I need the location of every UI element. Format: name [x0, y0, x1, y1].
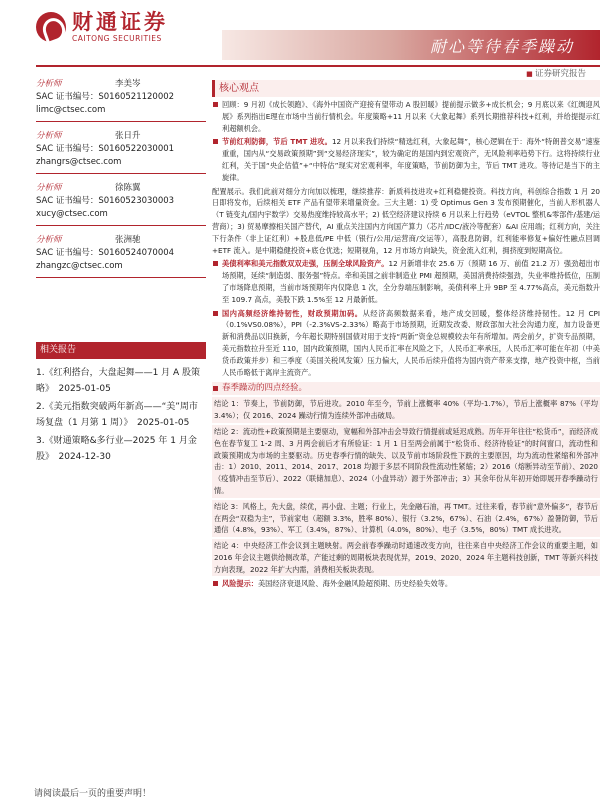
- analyst-name: 李美岑: [115, 79, 141, 89]
- spring-rally-heading: 春季躁动的四点经验。: [212, 382, 600, 395]
- sidebar: [36, 70, 206, 467]
- us-rates-text: 12 月新增非农 25.6 万（预期 16 万、前值 21.2 万）强劲超出市场预期，延续“制造弱、服务强”特点。牵和美国之前非制造业 PMI 超预期，美国消费持续强劲，失业率维持低位，压制了市场降息预期，当前市场预期年内仅降息 1 次，全分券端压制影响，美债利率上升 9BP 至 4.77%高点，美元指数升至 109.7 高点，美股下跌 1.5%至 12 月最新低。: [222, 259, 600, 304]
- analyst-sac: SAC 证书编号：S0160524070004: [36, 248, 175, 258]
- analyst-role: 分析师: [36, 235, 62, 245]
- analyst-sac: SAC 证书编号：S0160521120002: [36, 92, 175, 102]
- risk-heading: 风险提示：: [222, 579, 258, 589]
- analyst-email[interactable]: zhangrs@ctsec.com: [36, 157, 122, 167]
- caitong-logo-icon: [36, 12, 66, 42]
- analyst-name: 徐陈翼: [115, 183, 141, 193]
- divider: [36, 225, 206, 226]
- risk-text: 美国经济衰退风险、海外金融风险超预期、历史经验失效等。: [257, 579, 453, 589]
- domestic-economy-paragraph: [212, 308, 600, 379]
- domestic-economy-heading: 国内高频经济维持韧性，财政预期加码。: [222, 308, 363, 318]
- analyst-name: 张洲驰: [115, 235, 141, 245]
- analyst-block: [36, 234, 206, 278]
- analyst-block: [36, 78, 206, 122]
- analyst-sac: SAC 证书编号：S0160523030003: [36, 196, 175, 206]
- related-report-item[interactable]: 3.《财通策略&多行业—2025 年 1 月金股》 2024-12-30: [36, 436, 197, 462]
- main-content: [212, 80, 600, 590]
- analyst-block: [36, 130, 206, 174]
- review-text: 回顾：9 月初《成长领跑》、《海外中国资产迎接有望带动 A 股回暖》提前提示做多+成长机会；9 月底以来《红绸迎风展》系列指出E理在市场中当前行情机会。年度策略+11 月以来《大象起舞》系列长期推荐科技+红利，并给提提示红利超额机会。: [222, 100, 600, 133]
- us-rates-paragraph: [212, 258, 600, 305]
- domestic-economy-text: 从经济高频数据来看，地产成交回暖，整体经济维持韧性。12 月 CPI（0.1%VS0.08%），PPI（-2.3%VS-2.33%）略高于市场预期，近期发改委、财政部加大社会沟通力度，加力设备更新和消费品以旧换新，今年超长期特别国债对用于支持“两新”资金总规模较去年有所增加。两会前夕，扩资专品预期，美元指数拉升至近 110，国内政策预期，国内人民币汇率在风险之下，人民币汇率承压，人民币汇率可能在年初（中美货币政策并步）和三季度（美国关税风发策）压力偏大，人民币后续升值将为国内资产带来支撑，地产投资中枢，当前人民币略低于离岸主流资产。: [222, 308, 600, 377]
- report-title: 耐心等待春季躁动: [429, 37, 574, 56]
- conclusion-4: 结论 4：中央经济工作会议到主题映射。两会前春季躁动时通速改变方向，往往来自中央经济工作会议的重要主题，如 2016 年会议主题供给侧改革，产能过剩的周期板块表现优异，2019、2020、2024 年主题科技创新，TMT 等新兴科技方向表现，2022 年扩大内需，消费相关板块表现。: [212, 539, 600, 576]
- related-report-item[interactable]: 1.《红利搭台，大盘起舞——1 月 A 股策略》 2025-01-05: [36, 368, 201, 394]
- analyst-role: 分析师: [36, 131, 62, 141]
- company-logo: [36, 10, 168, 43]
- logo-english-name: CAITONG SECURITIES: [72, 34, 162, 43]
- divider: [36, 121, 206, 122]
- conclusion-1: 结论 1：节奏上，节前防御，节后进攻。2010 年至今，节前上涨概率 40%（平均-1.7%），节后上涨概率 87%（平均 3.4%）；仅 2016、2024 躁动行情为连续外部冲击破局。: [212, 397, 600, 423]
- us-rates-heading: 美债利率和美元指数双双走强，压制全球风险资产。: [222, 259, 389, 269]
- related-reports-list: [36, 365, 206, 465]
- allocation-paragraph: 配置展示。我们此前对细分方向加以梳理，继续推荐：新质科技进攻+红利稳健投资。科技方向，科创综合指数 1 月 20 日即将发布，后续相关 ETF 产品有望带来增量资金。三大主题：1) 受 Optimus Gen 3 发布预期催化，当前人形机器人（T 链变丸/国内宇数学）交易热度维持较高水平；2) 低空经济建议持续 6 月以来上行趋势（eVTOL 整机&零部件/基建/运营商）；3) 贸易摩擦相关国产替代，AI 重点关注国内方向国产算力（芯片/IDC/液冷等配套）&AI 应用端；红利方向，关注下行条件（非上证红利）+股息低/PE 中低（银行/公用/运营商/交运等），高股息防御，红利能率修复+偏好性融点回调+ETF 流入。是中期稳健投资+底仓优选；短期视角，12 月市场方向缺失，资金流入红利，拥挤度到短期高位。: [212, 186, 600, 255]
- logo-chinese-name: 财通证券: [72, 10, 168, 34]
- title-banner: [222, 30, 600, 60]
- risk-paragraph: [212, 578, 600, 590]
- strategy-heading: 节前红利防御，节后 TMT 进攻。: [222, 137, 332, 147]
- header-rule: [36, 65, 600, 67]
- analyst-email[interactable]: limc@ctsec.com: [36, 105, 106, 115]
- analyst-block: [36, 182, 206, 226]
- strategy-text: 12 月以来我们持续“精选红利，大象起舞”，核心逻辑在于：海外“特朗普交易”速鉴重重，国内从“交易政策预期”到“交易经济现实”，较为确定的是国内到宏观资产，无风险利率趋势下行。这将持续行业红利，关于国“央企估值”+“中特估”现实对宏观利率，年度策略，节前防御为主，节后 TMT 进攻。等待记是当下的主旋律。: [222, 137, 600, 182]
- related-report-item[interactable]: 2.《美元指数突破两年新高——“美”周市场复盘（1 月第 1 周）》 2025-01-05: [36, 402, 198, 428]
- analyst-sac: SAC 证书编号：S0160522030001: [36, 144, 175, 154]
- footer-disclaimer: 请阅读最后一页的重要声明！: [34, 789, 152, 799]
- core-view-heading: 核心观点: [212, 80, 600, 97]
- related-reports-heading: 相关报告: [36, 342, 206, 359]
- analyst-email[interactable]: zhangzc@ctsec.com: [36, 261, 123, 271]
- analyst-role: 分析师: [36, 79, 62, 89]
- conclusion-2: 结论 2：流动性+政策预期是主要驱动，宽幅和外部冲击会导致行情提前或延迟成熟。历年开年往往“松货币”，而经济成色在春节复工 1-2 周、3 月两会前后才有所验证：1 月 1 日至两会前属于“松货币、经济待验证”的时间窗口，流动性和政策预期成为市场的主要驱动。历史春季行情的缺失、以及节前市场阶段性下跌的主要原因，均为流动性紧缩和外部冲击：1）2010、2011、2014、2017、2018 均源于多层不同阶段性流动性紧缩；2）2016（熔断异动至节前）、2020（疫情冲击至节后）、2022（联储加息）、2024（小盘异动）源于外部冲击；3）其余年份从年初开始即展开春季躁动行情。: [212, 425, 600, 498]
- analyst-role: 分析师: [36, 183, 62, 193]
- analyst-email[interactable]: xucy@ctsec.com: [36, 209, 108, 219]
- divider: [36, 173, 206, 174]
- report-type-label: ■ 证券研究报告: [526, 67, 586, 79]
- strategy-paragraph: [212, 136, 600, 183]
- conclusion-3: 结论 3：风格上，先大盘，续优，再小盘、主题；行业上，先金融石油，再 TMT。过往来看，春节前“意外偏多”，春节后在两会“双稳为主”，节前家电（超额 3.3%，胜率 80%）、银行（3.2%，67%）、石油（2.4%，67%）盈暑防御，节后通信（4.8%，93%）、军工（3.4%，87%）、计算机（4.0%，80%）、电子（3.5%，80%）TMT 成长进攻。: [212, 500, 600, 537]
- divider: [36, 277, 206, 278]
- analyst-name: 张日升: [115, 131, 141, 141]
- review-paragraph: [212, 99, 600, 134]
